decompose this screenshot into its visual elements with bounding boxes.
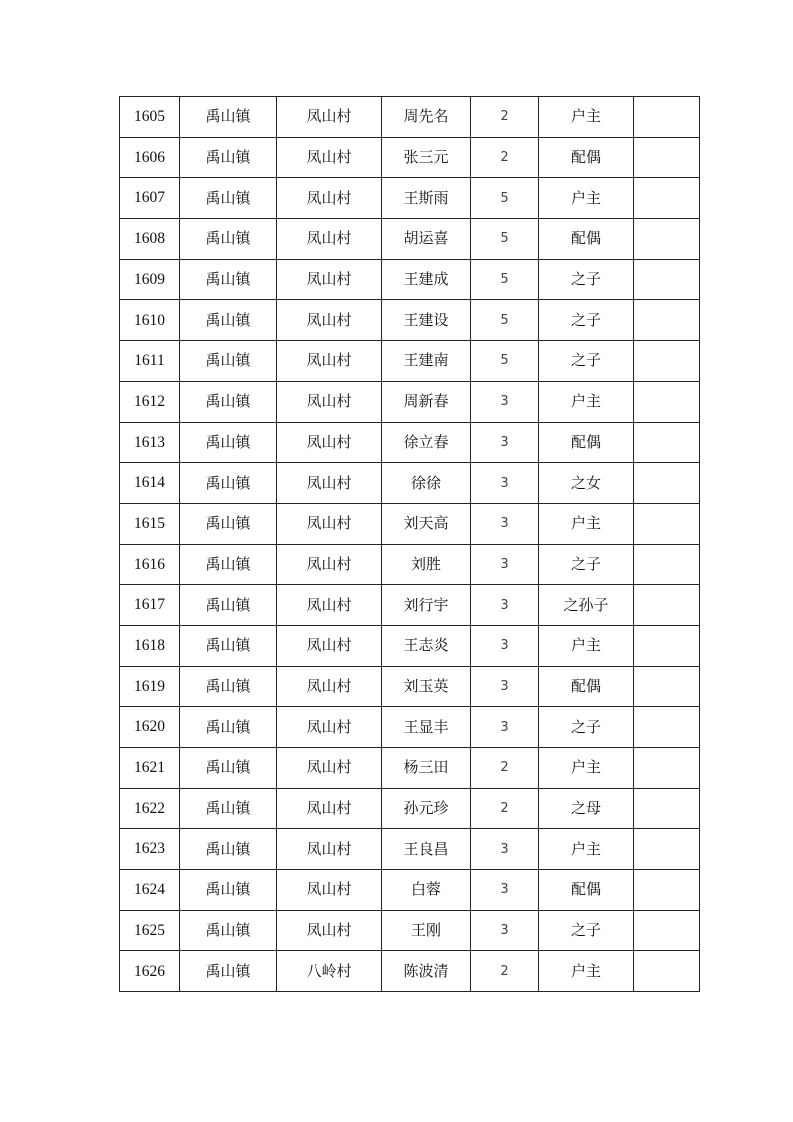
cell-village: 凤山村 <box>277 178 382 219</box>
cell-record-number: 1606 <box>120 137 180 178</box>
cell-town: 禹山镇 <box>180 788 277 829</box>
cell-town: 禹山镇 <box>180 748 277 789</box>
cell-person-name: 胡运喜 <box>382 219 471 260</box>
cell-record-number: 1622 <box>120 788 180 829</box>
cell-village: 凤山村 <box>277 381 382 422</box>
cell-household-size: 3 <box>471 870 539 911</box>
cell-person-name: 王良昌 <box>382 829 471 870</box>
cell-note <box>634 300 700 341</box>
cell-relation: 户主 <box>539 829 634 870</box>
cell-village: 凤山村 <box>277 97 382 138</box>
cell-note <box>634 422 700 463</box>
cell-person-name: 徐徐 <box>382 463 471 504</box>
cell-note <box>634 707 700 748</box>
cell-note <box>634 951 700 992</box>
cell-record-number: 1608 <box>120 219 180 260</box>
table-row <box>120 910 700 951</box>
table-row <box>120 788 700 829</box>
cell-relation: 户主 <box>539 748 634 789</box>
cell-note <box>634 503 700 544</box>
cell-record-number: 1615 <box>120 503 180 544</box>
table-row <box>120 829 700 870</box>
table-row <box>120 544 700 585</box>
cell-household-size: 3 <box>471 666 539 707</box>
table-row <box>120 585 700 626</box>
cell-town: 禹山镇 <box>180 381 277 422</box>
table-row <box>120 137 700 178</box>
cell-record-number: 1620 <box>120 707 180 748</box>
cell-village: 凤山村 <box>277 259 382 300</box>
cell-village: 凤山村 <box>277 748 382 789</box>
cell-person-name: 刘天高 <box>382 503 471 544</box>
table-row <box>120 381 700 422</box>
cell-village: 凤山村 <box>277 707 382 748</box>
table-row <box>120 178 700 219</box>
cell-person-name: 白蓉 <box>382 870 471 911</box>
cell-town: 禹山镇 <box>180 625 277 666</box>
cell-record-number: 1605 <box>120 97 180 138</box>
table-row <box>120 503 700 544</box>
cell-town: 禹山镇 <box>180 422 277 463</box>
cell-town: 禹山镇 <box>180 870 277 911</box>
cell-record-number: 1610 <box>120 300 180 341</box>
cell-person-name: 张三元 <box>382 137 471 178</box>
cell-note <box>634 463 700 504</box>
cell-relation: 配偶 <box>539 422 634 463</box>
cell-household-size: 3 <box>471 422 539 463</box>
cell-record-number: 1612 <box>120 381 180 422</box>
cell-household-size: 2 <box>471 951 539 992</box>
table-row <box>120 463 700 504</box>
cell-person-name: 杨三田 <box>382 748 471 789</box>
cell-relation: 户主 <box>539 97 634 138</box>
cell-village: 凤山村 <box>277 666 382 707</box>
cell-record-number: 1614 <box>120 463 180 504</box>
cell-note <box>634 178 700 219</box>
cell-village: 凤山村 <box>277 422 382 463</box>
cell-note <box>634 259 700 300</box>
cell-note <box>634 910 700 951</box>
cell-household-size: 5 <box>471 259 539 300</box>
cell-relation: 户主 <box>539 503 634 544</box>
cell-relation: 配偶 <box>539 137 634 178</box>
cell-household-size: 3 <box>471 381 539 422</box>
cell-record-number: 1616 <box>120 544 180 585</box>
cell-village: 凤山村 <box>277 341 382 382</box>
table-body <box>120 97 700 992</box>
table-row <box>120 219 700 260</box>
cell-household-size: 3 <box>471 544 539 585</box>
cell-household-size: 5 <box>471 300 539 341</box>
cell-record-number: 1609 <box>120 259 180 300</box>
cell-relation: 之孙子 <box>539 585 634 626</box>
cell-town: 禹山镇 <box>180 666 277 707</box>
cell-household-size: 5 <box>471 178 539 219</box>
cell-person-name: 刘胜 <box>382 544 471 585</box>
cell-household-size: 3 <box>471 707 539 748</box>
cell-town: 禹山镇 <box>180 259 277 300</box>
cell-relation: 配偶 <box>539 666 634 707</box>
cell-household-size: 2 <box>471 788 539 829</box>
cell-household-size: 3 <box>471 829 539 870</box>
cell-note <box>634 625 700 666</box>
table-row <box>120 341 700 382</box>
cell-village: 凤山村 <box>277 219 382 260</box>
cell-household-size: 3 <box>471 585 539 626</box>
cell-village: 凤山村 <box>277 300 382 341</box>
cell-record-number: 1607 <box>120 178 180 219</box>
cell-relation: 之母 <box>539 788 634 829</box>
cell-village: 凤山村 <box>277 585 382 626</box>
cell-note <box>634 219 700 260</box>
cell-household-size: 2 <box>471 748 539 789</box>
cell-person-name: 王显丰 <box>382 707 471 748</box>
cell-village: 凤山村 <box>277 544 382 585</box>
cell-town: 禹山镇 <box>180 341 277 382</box>
table-row <box>120 951 700 992</box>
cell-relation: 户主 <box>539 381 634 422</box>
cell-person-name: 王志炎 <box>382 625 471 666</box>
cell-relation: 之子 <box>539 300 634 341</box>
cell-village: 凤山村 <box>277 463 382 504</box>
cell-town: 禹山镇 <box>180 178 277 219</box>
cell-town: 禹山镇 <box>180 544 277 585</box>
cell-household-size: 3 <box>471 503 539 544</box>
cell-record-number: 1626 <box>120 951 180 992</box>
cell-note <box>634 829 700 870</box>
cell-note <box>634 788 700 829</box>
cell-household-size: 3 <box>471 463 539 504</box>
cell-village: 凤山村 <box>277 788 382 829</box>
table-row <box>120 259 700 300</box>
cell-village: 八岭村 <box>277 951 382 992</box>
cell-relation: 之女 <box>539 463 634 504</box>
table-row <box>120 97 700 138</box>
cell-relation: 配偶 <box>539 219 634 260</box>
cell-household-size: 5 <box>471 219 539 260</box>
cell-household-size: 3 <box>471 910 539 951</box>
cell-person-name: 王建成 <box>382 259 471 300</box>
cell-person-name: 王斯雨 <box>382 178 471 219</box>
cell-record-number: 1613 <box>120 422 180 463</box>
cell-town: 禹山镇 <box>180 707 277 748</box>
table-row <box>120 422 700 463</box>
cell-record-number: 1624 <box>120 870 180 911</box>
cell-town: 禹山镇 <box>180 910 277 951</box>
cell-record-number: 1618 <box>120 625 180 666</box>
cell-person-name: 陈波清 <box>382 951 471 992</box>
cell-record-number: 1623 <box>120 829 180 870</box>
cell-record-number: 1625 <box>120 910 180 951</box>
cell-note <box>634 341 700 382</box>
cell-note <box>634 870 700 911</box>
cell-relation: 之子 <box>539 910 634 951</box>
cell-relation: 户主 <box>539 625 634 666</box>
cell-record-number: 1619 <box>120 666 180 707</box>
table-row <box>120 625 700 666</box>
cell-town: 禹山镇 <box>180 503 277 544</box>
cell-relation: 户主 <box>539 178 634 219</box>
table-row <box>120 300 700 341</box>
cell-relation: 配偶 <box>539 870 634 911</box>
cell-person-name: 周新春 <box>382 381 471 422</box>
cell-note <box>634 585 700 626</box>
cell-note <box>634 381 700 422</box>
cell-town: 禹山镇 <box>180 219 277 260</box>
cell-relation: 户主 <box>539 951 634 992</box>
cell-relation: 之子 <box>539 544 634 585</box>
cell-relation: 之子 <box>539 341 634 382</box>
cell-record-number: 1621 <box>120 748 180 789</box>
cell-town: 禹山镇 <box>180 463 277 504</box>
cell-person-name: 孙元珍 <box>382 788 471 829</box>
cell-person-name: 刘玉英 <box>382 666 471 707</box>
cell-household-size: 3 <box>471 625 539 666</box>
cell-relation: 之子 <box>539 707 634 748</box>
cell-town: 禹山镇 <box>180 97 277 138</box>
cell-household-size: 2 <box>471 97 539 138</box>
cell-village: 凤山村 <box>277 910 382 951</box>
cell-town: 禹山镇 <box>180 829 277 870</box>
cell-village: 凤山村 <box>277 503 382 544</box>
cell-note <box>634 544 700 585</box>
cell-town: 禹山镇 <box>180 137 277 178</box>
cell-note <box>634 748 700 789</box>
cell-village: 凤山村 <box>277 870 382 911</box>
cell-note <box>634 97 700 138</box>
cell-village: 凤山村 <box>277 829 382 870</box>
cell-record-number: 1611 <box>120 341 180 382</box>
table-row <box>120 870 700 911</box>
cell-town: 禹山镇 <box>180 585 277 626</box>
cell-household-size: 2 <box>471 137 539 178</box>
cell-town: 禹山镇 <box>180 300 277 341</box>
cell-village: 凤山村 <box>277 625 382 666</box>
cell-person-name: 王建设 <box>382 300 471 341</box>
cell-note <box>634 666 700 707</box>
table-row <box>120 707 700 748</box>
cell-relation: 之子 <box>539 259 634 300</box>
cell-record-number: 1617 <box>120 585 180 626</box>
cell-person-name: 周先名 <box>382 97 471 138</box>
household-register-table <box>119 96 700 992</box>
cell-person-name: 刘行宇 <box>382 585 471 626</box>
cell-household-size: 5 <box>471 341 539 382</box>
cell-town: 禹山镇 <box>180 951 277 992</box>
cell-note <box>634 137 700 178</box>
cell-person-name: 王刚 <box>382 910 471 951</box>
cell-person-name: 王建南 <box>382 341 471 382</box>
table-row <box>120 748 700 789</box>
cell-person-name: 徐立春 <box>382 422 471 463</box>
table-row <box>120 666 700 707</box>
cell-village: 凤山村 <box>277 137 382 178</box>
